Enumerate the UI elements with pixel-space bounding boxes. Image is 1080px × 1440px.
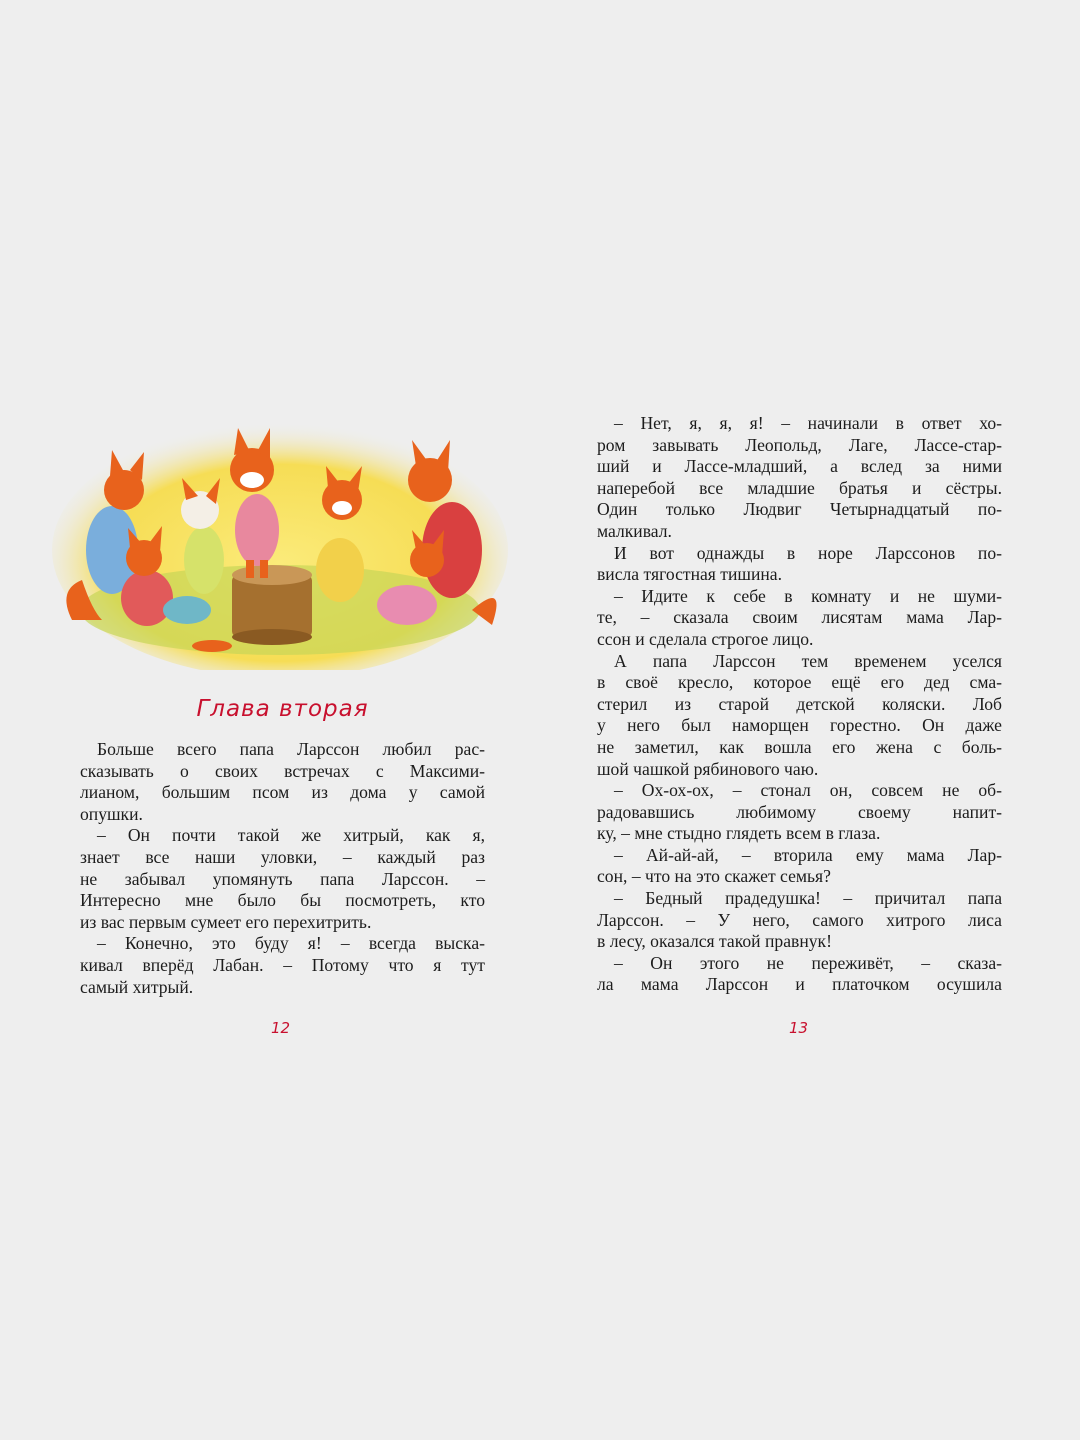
page-number-left: 12 (271, 1019, 291, 1037)
text-line: – Он почти такой же хитрый, как я, (97, 825, 485, 846)
text-line: Ларссон. – У него, самого хитрого лиса (597, 909, 1002, 930)
text-line: не забывал упомянуть папа Ларссон. – (80, 868, 485, 889)
text-line: – Ох-ох-ох, – стонал он, совсем не об- (614, 780, 1002, 801)
text-line: самый хитрый. (80, 976, 194, 997)
text-line: шой чашкой рябинового чаю. (597, 758, 819, 779)
text-line: ший и Лассе-младший, а вслед за ними (597, 456, 1002, 477)
text-line: наперебой все младшие братья и сёстры. (597, 477, 1002, 498)
text-line: Интересно мне было бы посмотреть, кто (80, 890, 485, 911)
text-line: лианом, большим псом из дома у самой (80, 782, 485, 803)
text-line: кивал вперёд Лабан. – Потому что я тут (80, 954, 485, 975)
text-line: стерил из старой детской коляски. Лоб (597, 693, 1002, 714)
page-number-right: 13 (789, 1019, 809, 1037)
text-line: в своё кресло, которое ещё его дед сма- (597, 672, 1002, 693)
text-line: в лесу, оказался такой правнук! (597, 931, 832, 952)
text-line: И вот однажды в норе Ларссонов по- (614, 542, 1002, 563)
text-line: Больше всего папа Ларссон любил рас- (97, 739, 485, 759)
text-line: радовавшись любимому своему напит- (597, 801, 1002, 822)
text-line: А папа Ларссон тем временем уселся (614, 650, 1002, 671)
text-line: Один только Людвиг Четырнадцатый по- (597, 499, 1002, 520)
text-line: сон, – что на это скажет семья? (597, 866, 831, 887)
tree-stump (232, 565, 312, 645)
text-line: малкивал. (597, 520, 672, 541)
text-line: знает все наши уловки, – каждый раз (80, 846, 485, 867)
text-line: – Идите к себе в комнату и не шуми- (614, 585, 1002, 606)
left-page-text (80, 739, 485, 998)
text-line: висла тягостная тишина. (597, 564, 782, 585)
text-line: – Конечно, это буду я! – всегда выска- (97, 933, 485, 954)
text-line: – Он этого не переживёт, – сказа- (614, 952, 1002, 973)
text-line: у него был наморщен горестно. Он даже (597, 715, 1002, 736)
text-line: не заметил, как вошла его жена с боль- (597, 736, 1002, 757)
fox-family-illustration (52, 410, 508, 670)
right-page-text (597, 413, 1002, 996)
text-line: – Ай-ай-ай, – вторила ему мама Лар- (614, 844, 1002, 865)
text-line: из вас первым сумеет его перехитрить. (80, 911, 372, 932)
text-line: ссон и сделала строгое лицо. (597, 628, 814, 649)
text-line: – Бедный прадедушка! – причитал папа (614, 888, 1002, 909)
text-line: ром завывать Леопольд, Лаге, Лассе-стар- (597, 434, 1002, 455)
text-line: ку, – мне стыдно глядеть всем в глаза. (597, 823, 881, 844)
chapter-title: Глава вторая (196, 696, 369, 722)
text-line: – Нет, я, я, я! – начинали в ответ хо- (614, 413, 1002, 433)
text-line: те, – сказала своим лисятам мама Лар- (597, 607, 1002, 628)
text-line: ла мама Ларссон и платочком осушила (597, 974, 1002, 995)
text-line: опушки. (80, 803, 143, 824)
text-line: сказывать о своих встречах с Максими- (80, 760, 485, 781)
